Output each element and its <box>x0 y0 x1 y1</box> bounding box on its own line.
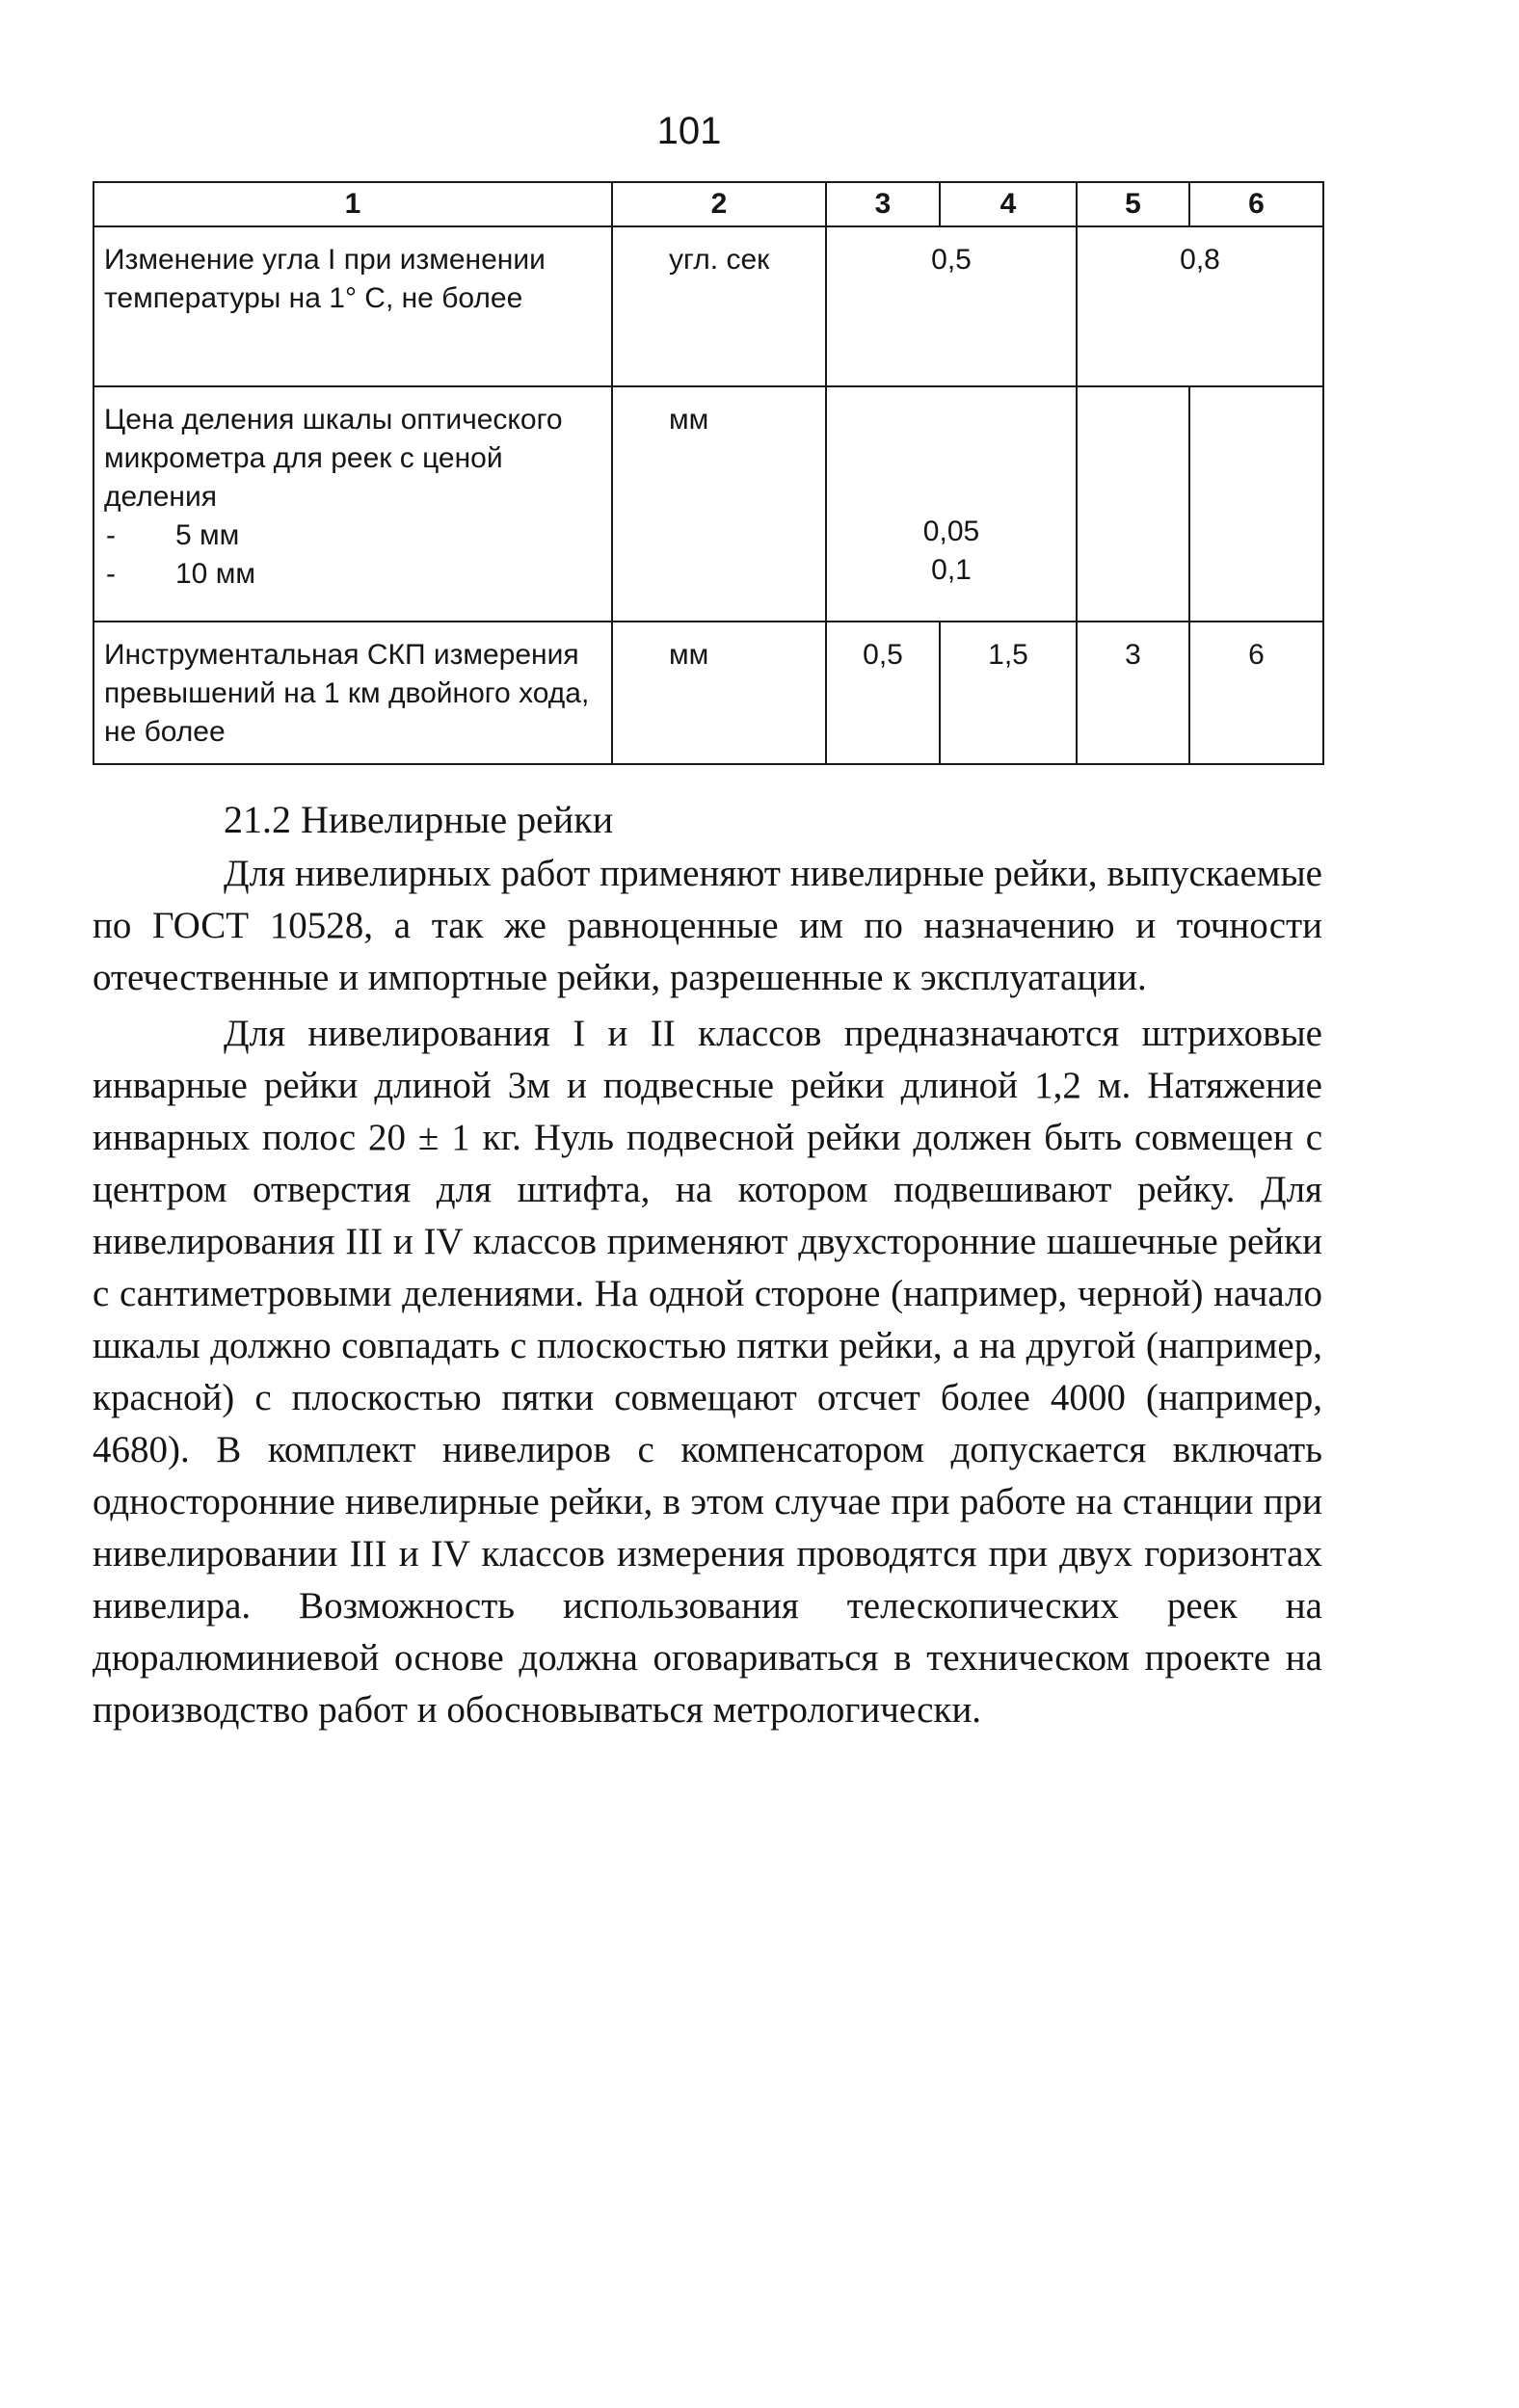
value-5mm: 0,05 <box>922 516 980 547</box>
parameter-cell: Изменение угла I при изменении температуры на 1° С, не более <box>93 226 612 386</box>
sub-item-label: 10 мм <box>175 558 255 590</box>
sub-item-label: 5 мм <box>175 519 240 551</box>
empty-cell <box>1189 386 1323 622</box>
paragraph: Для нивелирования I и II классов предназначаются штриховые инварные рейки длиной 3м и подвесные рейки длиной 1,2 м. Натяжение инварных полос 20 ± 1 кг. Нуль подвесной рейки должен быть совмещен с центром отверстия для штифта, на котором подвешивают рейку. Для нивелирования III и IV классов применяют двухсторонние шашечные рейки с сантиметровыми делениями. На одной стороне (например, черной) начало шкалы должно совпадать с плоскостью пятки рейки, а на другой (например, красной) с плоскостью пятки совмещают отсчет более 4000 (например, 4680). В комплект нивелиров с компенсатором допускается включать односторонние нивелирные рейки, в этом случае при работе на станции при нивелировании III и IV классов измерения проводятся при двух горизонтах нивелира. Возможность использования телескопических реек на дюралюминиевой основе должна оговариваться в техническом проекте на производство работ и обосновываться метрологически. <box>93 1013 1322 1731</box>
table-row <box>93 226 1323 386</box>
value-10mm: 0,1 <box>931 554 972 586</box>
column-header: 1 <box>93 182 612 226</box>
table-header-row <box>93 182 1323 226</box>
paragraph: Для нивелирных работ применяют нивелирные рейки, выпускаемые по ГОСТ 10528, а так же равноценные им по назначению и точности отечественные и импортные рейки, разрешенные к эксплуатации. <box>93 853 1322 998</box>
column-header: 2 <box>612 182 826 226</box>
table-row <box>93 622 1323 764</box>
unit-cell: мм <box>612 622 826 764</box>
column-header: 6 <box>1189 182 1323 226</box>
value-cell: 0,8 <box>1077 226 1323 386</box>
column-header: 3 <box>826 182 940 226</box>
section-title: 21.2 Нивелирные рейки <box>224 798 614 841</box>
specification-table <box>93 181 1324 765</box>
value-cell <box>826 386 1077 622</box>
sub-item-10mm <box>104 555 603 594</box>
table-row <box>93 386 1323 622</box>
parameter-cell <box>93 386 612 622</box>
parameter-text: Цена деления шкалы оптического микрометра для реек с ценой деления <box>104 404 563 513</box>
page-number: 101 <box>656 110 722 152</box>
list-dash: - <box>106 519 116 551</box>
column-header: 5 <box>1077 182 1189 226</box>
value-cell: 1,5 <box>940 622 1077 764</box>
value-stack <box>827 387 1076 590</box>
value-cell: 3 <box>1077 622 1189 764</box>
empty-cell <box>1077 386 1189 622</box>
value-cell: 0,5 <box>826 622 940 764</box>
sub-item-5mm <box>104 516 603 555</box>
value-cell: 0,5 <box>826 226 1077 386</box>
column-header: 4 <box>940 182 1077 226</box>
parameter-cell: Инструментальная СКП измерения превышений на 1 км двойного хода, не более <box>93 622 612 764</box>
section-leveling-staffs <box>93 792 1322 1740</box>
unit-cell: угл. сек <box>612 226 826 386</box>
list-dash: - <box>106 558 116 590</box>
value-cell: 6 <box>1189 622 1323 764</box>
unit-cell: мм <box>612 386 826 622</box>
